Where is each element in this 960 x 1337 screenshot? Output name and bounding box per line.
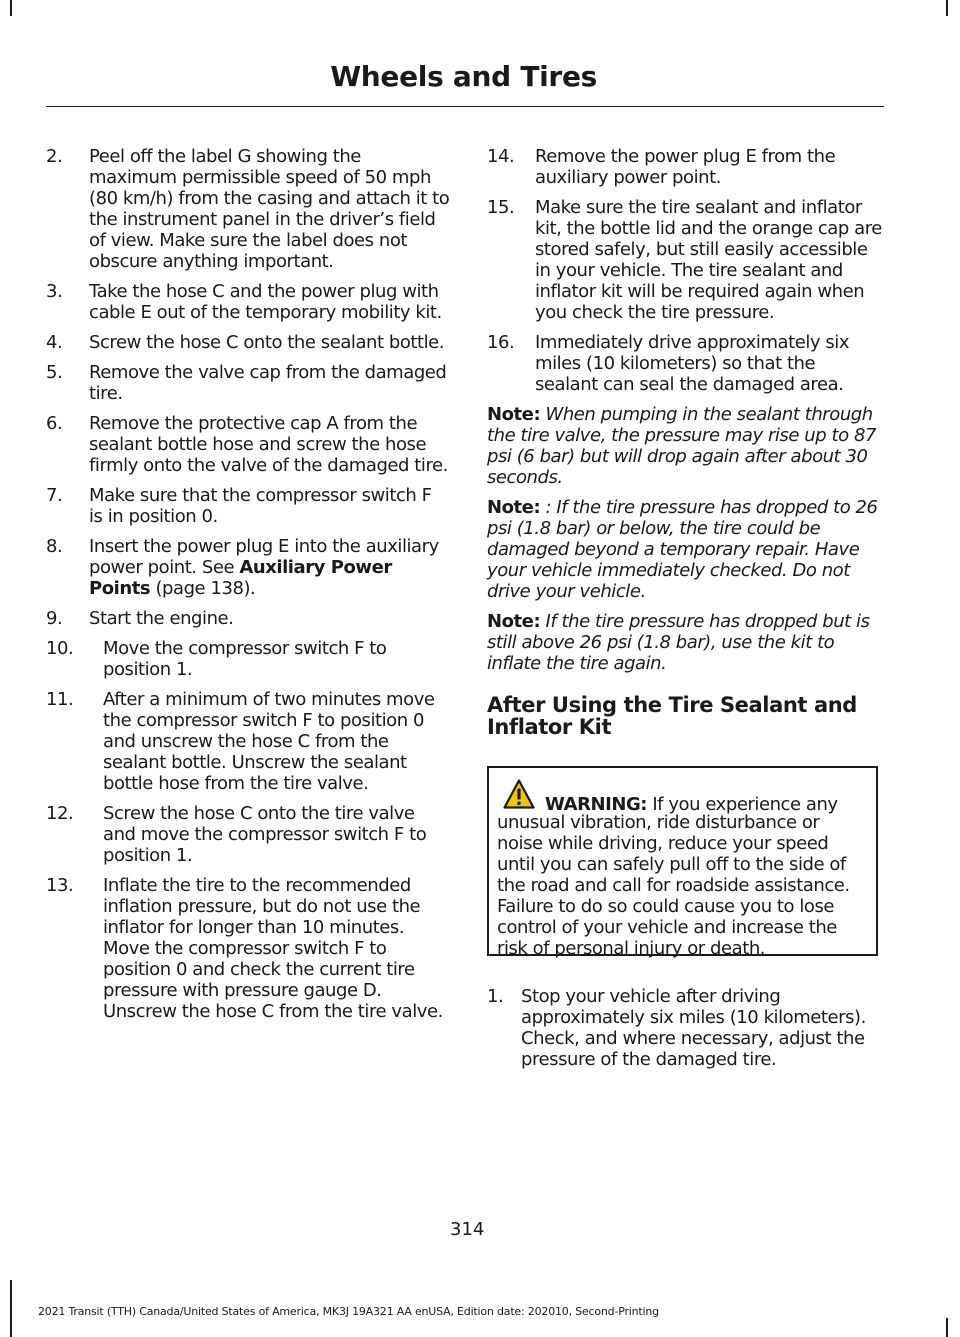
step-number: 4. bbox=[46, 332, 63, 353]
note-text: If the tire pressure has dropped but is still above 26 psi (1.8 bar), use the kit to inflate the tire again. bbox=[487, 611, 870, 674]
list-item bbox=[487, 197, 883, 323]
warning-text-start: If you experience any bbox=[652, 794, 838, 815]
list-item bbox=[46, 536, 450, 599]
step-number: 9. bbox=[46, 608, 63, 629]
crop-mark-top-right bbox=[946, 0, 948, 16]
step-text: Screw the hose C onto the sealant bottle. bbox=[89, 332, 445, 353]
left-column bbox=[46, 146, 450, 1031]
step-text: Make sure the tire sealant and inflator kit, the bottle lid and the orange cap are stored safely, but still easily accessible in your vehicle. The tire sealant and inflator kit will be required again when you check the tire pressure. bbox=[535, 197, 882, 323]
after-steps-list bbox=[487, 986, 883, 1070]
list-item bbox=[487, 146, 883, 188]
step-text: Immediately drive approximately six miles (10 kilometers) so that the sealant can seal the damaged area. bbox=[535, 332, 850, 395]
note-label: Note: bbox=[487, 497, 541, 518]
page-footer: 2021 Transit (TTH) Canada/United States of America, MK3J 19A321 AA enUSA, Edition date: 202010, Second-Printing bbox=[38, 1305, 659, 1318]
list-item bbox=[487, 332, 883, 395]
list-item bbox=[46, 332, 450, 353]
step-text: After a minimum of two minutes move the compressor switch F to position 0 and unscrew the hose C from the sealant bottle. Unscrew the sealant bottle hose from the tire valve. bbox=[103, 689, 435, 794]
note-label: Note: bbox=[487, 611, 541, 632]
step-number: 3. bbox=[46, 281, 63, 302]
list-item bbox=[46, 608, 450, 629]
list-item bbox=[487, 986, 883, 1070]
step-text-part: (page 138). bbox=[150, 578, 256, 599]
crop-mark-top-left bbox=[10, 0, 12, 16]
step-text: Move the compressor switch F to position 1. bbox=[103, 638, 387, 680]
list-item bbox=[46, 689, 450, 794]
step-number: 10. bbox=[46, 638, 74, 659]
note bbox=[487, 611, 883, 674]
warning-text: unusual vibration, ride disturbance or noise while driving, reduce your speed until you can safely pull off to the side of the road and call for roadside assistance. Failure to do so could cause you to lose control of your vehicle and increase the risk of personal injury or death. bbox=[497, 812, 850, 959]
step-number: 1. bbox=[487, 986, 504, 1007]
warning-triangle-icon bbox=[503, 779, 535, 809]
step-text: Remove the power plug E from the auxiliary power point. bbox=[535, 146, 836, 188]
step-number: 2. bbox=[46, 146, 63, 167]
step-text: Take the hose C and the power plug with cable E out of the temporary mobility kit. bbox=[89, 281, 442, 323]
section-subheading: After Using the Tire Sealant and Inflator Kit bbox=[487, 693, 857, 739]
list-item bbox=[46, 803, 450, 866]
step-text: Stop your vehicle after driving approximately six miles (10 kilometers). Check, and where necessary, adjust the pressure of the damaged tire. bbox=[521, 986, 866, 1070]
crop-mark-bottom-right bbox=[946, 1318, 948, 1337]
step-number: 8. bbox=[46, 536, 63, 557]
step-text: Remove the protective cap A from the sealant bottle hose and screw the hose firmly onto the valve of the damaged tire. bbox=[89, 413, 448, 476]
step-number: 12. bbox=[46, 803, 74, 824]
note-text: When pumping in the sealant through the tire valve, the pressure may rise up to 87 psi (6 bar) but will drop again after about 30 seconds. bbox=[487, 404, 876, 488]
step-number: 14. bbox=[487, 146, 515, 167]
crop-mark-bottom-left bbox=[10, 1280, 12, 1337]
step-number: 7. bbox=[46, 485, 63, 506]
list-item bbox=[46, 146, 450, 272]
step-text bbox=[89, 536, 450, 599]
cross-reference-link[interactable]: Auxiliary Power Points bbox=[89, 557, 392, 599]
header-rule bbox=[46, 106, 884, 107]
list-item bbox=[46, 413, 450, 476]
step-number: 16. bbox=[487, 332, 515, 353]
note-label: Note: bbox=[487, 404, 541, 425]
step-text: Start the engine. bbox=[89, 608, 234, 629]
step-number: 13. bbox=[46, 875, 74, 896]
list-item bbox=[46, 362, 450, 404]
warning-label: WARNING: bbox=[545, 794, 648, 815]
step-text: Screw the hose C onto the tire valve and move the compressor switch F to position 1. bbox=[103, 803, 427, 866]
note bbox=[487, 497, 883, 602]
note-text: : If the tire pressure has dropped to 26 psi (1.8 bar) or below, the tire could be damaged beyond a temporary repair. Have your vehicle immediately checked. Do not drive your vehicle. bbox=[487, 497, 878, 602]
note bbox=[487, 404, 883, 488]
right-column bbox=[487, 146, 883, 1079]
step-text: Peel off the label G showing the maximum permissible speed of 50 mph (80 km/h) from the casing and attach it to the instrument panel in the driver’s field of view. Make sure the label does not obscure anything important. bbox=[89, 146, 450, 272]
step-text-part: Insert the power plug E into the auxiliary power point. See bbox=[89, 536, 439, 578]
step-text: Make sure that the compressor switch F is in position 0. bbox=[89, 485, 432, 527]
warning-box bbox=[487, 766, 878, 959]
list-item bbox=[46, 875, 450, 1022]
list-item bbox=[46, 638, 450, 680]
step-text: Remove the valve cap from the damaged tire. bbox=[89, 362, 447, 404]
warning-first-line bbox=[545, 794, 838, 815]
page-section-title: Wheels and Tires bbox=[330, 60, 597, 93]
step-number: 5. bbox=[46, 362, 63, 383]
step-number: 6. bbox=[46, 413, 63, 434]
list-item bbox=[46, 281, 450, 323]
step-text: Inflate the tire to the recommended inflation pressure, but do not use the inflator for longer than 10 minutes. Move the compressor switch F to position 0 and check the current tire pressure with pressure gauge D. Unscrew the hose C from the tire valve. bbox=[103, 875, 443, 1022]
step-number: 15. bbox=[487, 197, 515, 218]
step-number: 11. bbox=[46, 689, 74, 710]
list-item bbox=[46, 485, 450, 527]
page-number: 314 bbox=[450, 1219, 485, 1240]
